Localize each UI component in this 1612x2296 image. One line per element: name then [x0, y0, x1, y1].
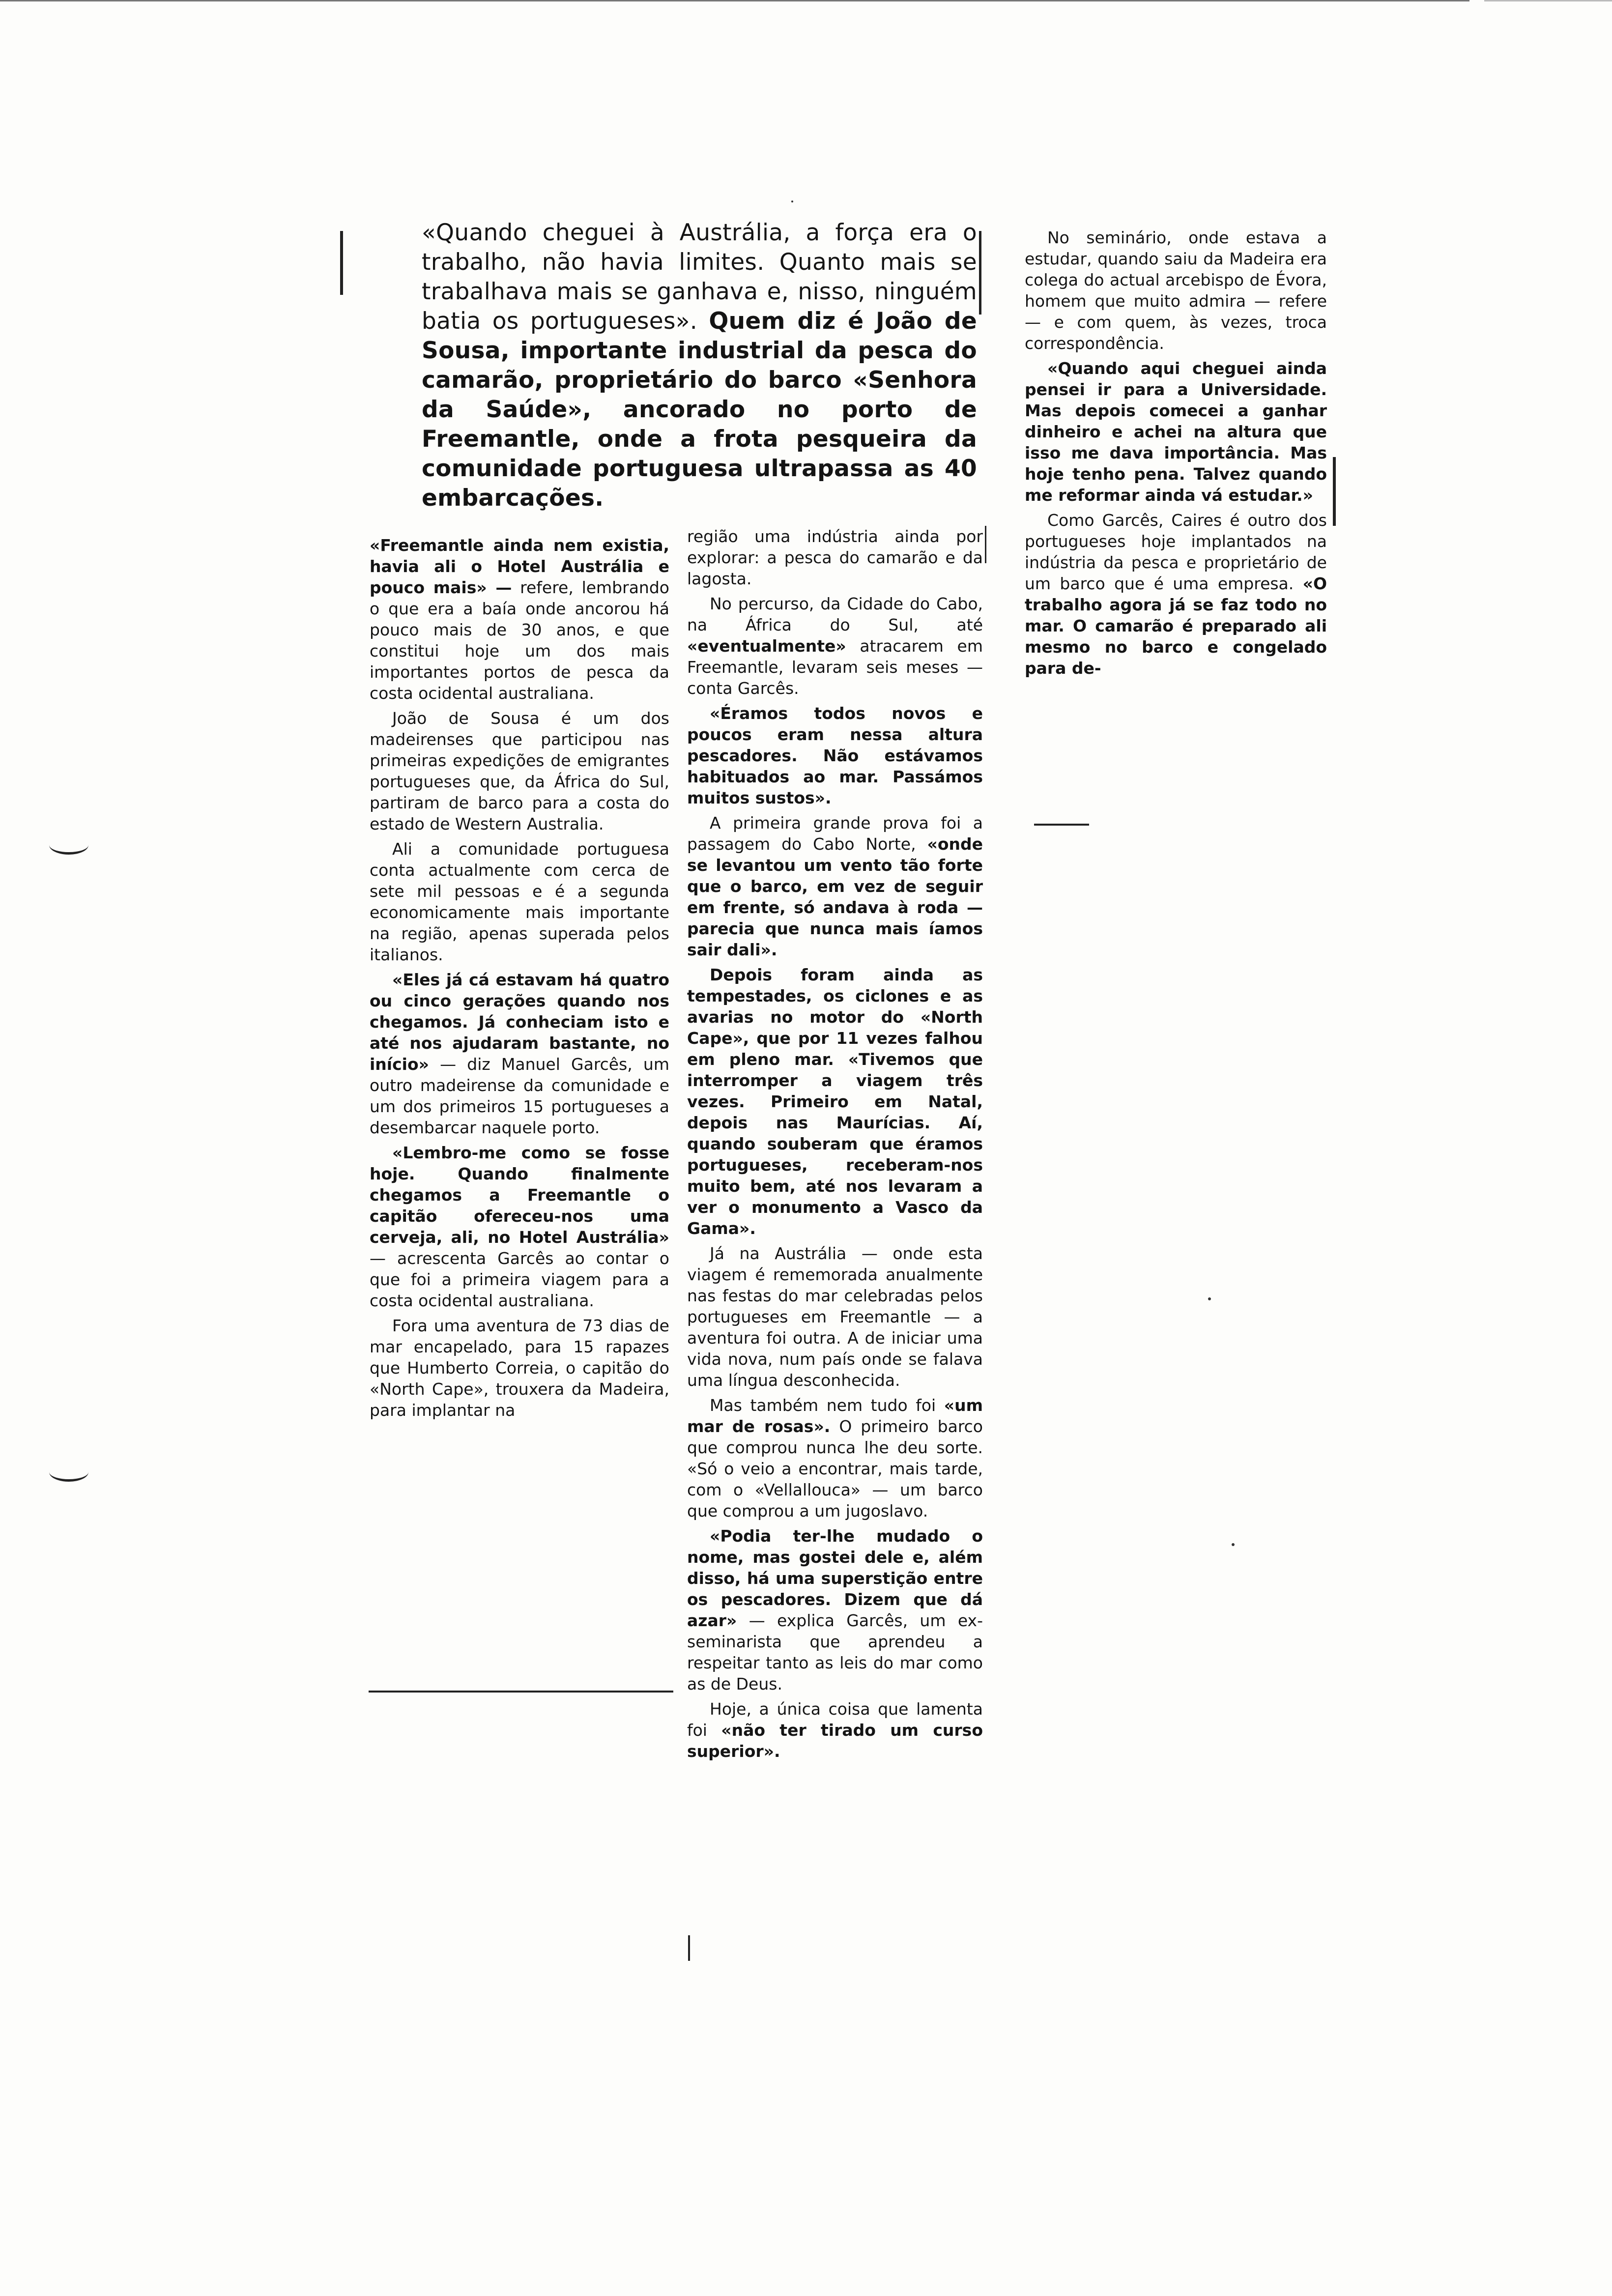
col2-p3: «Éramos todos novos e poucos eram nessa altura pescadores. Não estávamos habituados ao mar. Passámos muitos sustos».: [687, 704, 983, 807]
col2-p7-b: O primeiro barco que comprou nunca lhe deu sorte. «Só o veio a encontrar, mais tarde, com o «Vellallouca» — um barco que comprou a um jugoslavo.: [687, 1417, 983, 1521]
lead-left-rule: [340, 231, 343, 295]
article-column-3: [1025, 227, 1327, 683]
column-2-top-rule: [985, 526, 986, 563]
col2-p8-rest: — explica Garcês, um ex-seminarista que aprendeu a respeitar tanto as leis do mar como as de Deus.: [687, 1611, 983, 1693]
column-1-end-rule: [369, 1691, 673, 1693]
column-3-end-rule: [1034, 824, 1089, 826]
scan-speck: [1232, 1543, 1235, 1546]
col2-p6: Já na Austrália — onde esta viagem é rememorada anualmente nas festas do mar celebradas pelos portugueses em Freemantle — a aventura foi outra. A de iniciar uma vida nova, num país onde se falava uma língua desconhecida.: [687, 1244, 983, 1390]
lead-quote: «Quando cheguei à Austrália, a força era o trabalho, não havia limites. Quanto mais se trabalhava mais se ganhava e, nisso, ninguém batia os portugueses».: [422, 219, 977, 335]
col3-p1: No seminário, onde estava a estudar, quando saiu da Madeira era colega do actual arcebispo de Évora, homem que muito admira — refere — e com quem, às vezes, troca correspondência.: [1025, 228, 1327, 353]
col1-p4-bold: «Eles já cá estavam há quatro ou cinco gerações quando nos chegamos. Já conheciam isto e até nos ajudaram bastante, no início»: [370, 970, 669, 1074]
col2-p4-a: A primeira grande prova foi a passagem do Cabo Norte,: [687, 813, 983, 854]
col1-p3: Ali a comunidade portuguesa conta actualmente com cerca de sete mil pessoas e é a segunda economicamente mais importante na região, apenas superada pelos italianos.: [370, 839, 669, 964]
col1-p1-rest: refere, lembrando o que era a baía onde ancorou há pouco mais de 30 anos, e que constitui hoje um dos mais importantes portos de pesca da costa ocidental australiana.: [370, 578, 669, 703]
col1-p4-rest: — diz Manuel Garcês, um outro madeirense da comunidade e um dos primeiros 15 portugueses a desembarcar naquele porto.: [370, 1055, 669, 1137]
col3-p2: «Quando aqui cheguei ainda pensei ir para a Universidade. Mas depois comecei a ganhar dinheiro e achei na altura que isso me dava importância. Mas hoje tenho pena. Talvez quando me reformar ainda vá estudar.»: [1025, 359, 1327, 505]
col1-p6: Fora uma aventura de 73 dias de mar encapelado, para 15 rapazes que Humberto Correia, o capitão do «North Cape», trouxera da Madeira, para implantar na: [370, 1316, 669, 1420]
col2-p2-a: No percurso, da Cidade do Cabo, na África do Sul, até: [687, 594, 983, 634]
col2-p9-bold: «não ter tirado um curso superior».: [687, 1721, 983, 1761]
scan-speck: [791, 201, 793, 202]
column-3-side-rule: [1333, 457, 1336, 526]
col3-p3-a: Como Garcês, Caires é outro dos portugueses hoje implantados na indústria da pesca e proprietário de um barco que é uma empresa.: [1025, 511, 1327, 593]
col2-p2-b: atracarem em Freemantle, levaram seis meses — conta Garcês.: [687, 636, 983, 698]
col2-p8-bold: «Podia ter-lhe mudado o nome, mas gostei dele e, além disso, há uma superstição entre os pescadores. Dizem que dá azar»: [687, 1526, 983, 1630]
col1-p1-bold: «Freemantle ainda nem existia, havia ali o Hotel Austrália e pouco mais» —: [370, 536, 669, 597]
article-column-2: [687, 526, 983, 1766]
article-column-1: [370, 535, 669, 1425]
col2-p4-bold: «onde se levantou um vento tão forte que o barco, em vez de seguir em frente, só andava à roda — parecia que nunca mais íamos sair dali».: [687, 834, 983, 959]
col3-p3-bold: «O trabalho agora já se faz todo no mar. O camarão é preparado ali mesmo no barco e congelado para de-: [1025, 574, 1327, 678]
col2-p7-a: Mas também nem tudo foi: [710, 1396, 936, 1415]
lead-bold: Quem diz é João de Sousa, importante industrial da pesca do camarão, proprietário do barco «Senhora da Saúde», ancorado no porto de Freemantle, onde a frota pesqueira da comunidade portuguesa ultrapassa as 40 embarcações.: [422, 308, 977, 512]
col2-p2-bold: «eventualmente»: [687, 636, 846, 656]
col2-p1: região uma indústria ainda por explorar: a pesca do camarão e da lagosta.: [687, 527, 983, 588]
scan-top-edge: [0, 0, 1469, 1]
col2-p9-a: Hoje, a única coisa que lamenta foi: [687, 1699, 983, 1740]
col1-p5-rest: — acrescenta Garcês ao contar o que foi a primeira viagem para a costa ocidental australiana.: [370, 1249, 669, 1310]
col2-p7-bold: «um mar de rosas».: [687, 1396, 983, 1436]
article-lead: [422, 218, 977, 513]
margin-scan-mark: [49, 835, 88, 855]
column-2-side-rule: [688, 1935, 690, 1961]
scan-speck: [1208, 1297, 1211, 1300]
col2-p5: Depois foram ainda as tempestades, os ciclones e as avarias no motor do «North Cape», que por 11 vezes falhou em pleno mar. «Tivemos que interromper a viagem três vezes. Primeiro em Natal, depois nas Maurícias. Aí, quando souberam que éramos portugueses, receberam-nos muito bem, até nos levaram a ver o monumento a Vasco da Gama».: [687, 965, 983, 1238]
margin-scan-mark: [49, 1463, 88, 1482]
scan-top-edge-right: [1484, 0, 1612, 1]
col1-p5-bold: «Lembro-me como se fosse hoje. Quando finalmente chegamos a Freemantle o capitão ofereceu-nos uma cerveja, ali, no Hotel Austrália»: [370, 1143, 669, 1247]
lead-right-rule: [979, 231, 981, 315]
col1-p2: João de Sousa é um dos madeirenses que participou nas primeiras expedições de emigrantes portugueses que, da África do Sul, partiram de barco para a costa do estado de Western Australia.: [370, 709, 669, 833]
